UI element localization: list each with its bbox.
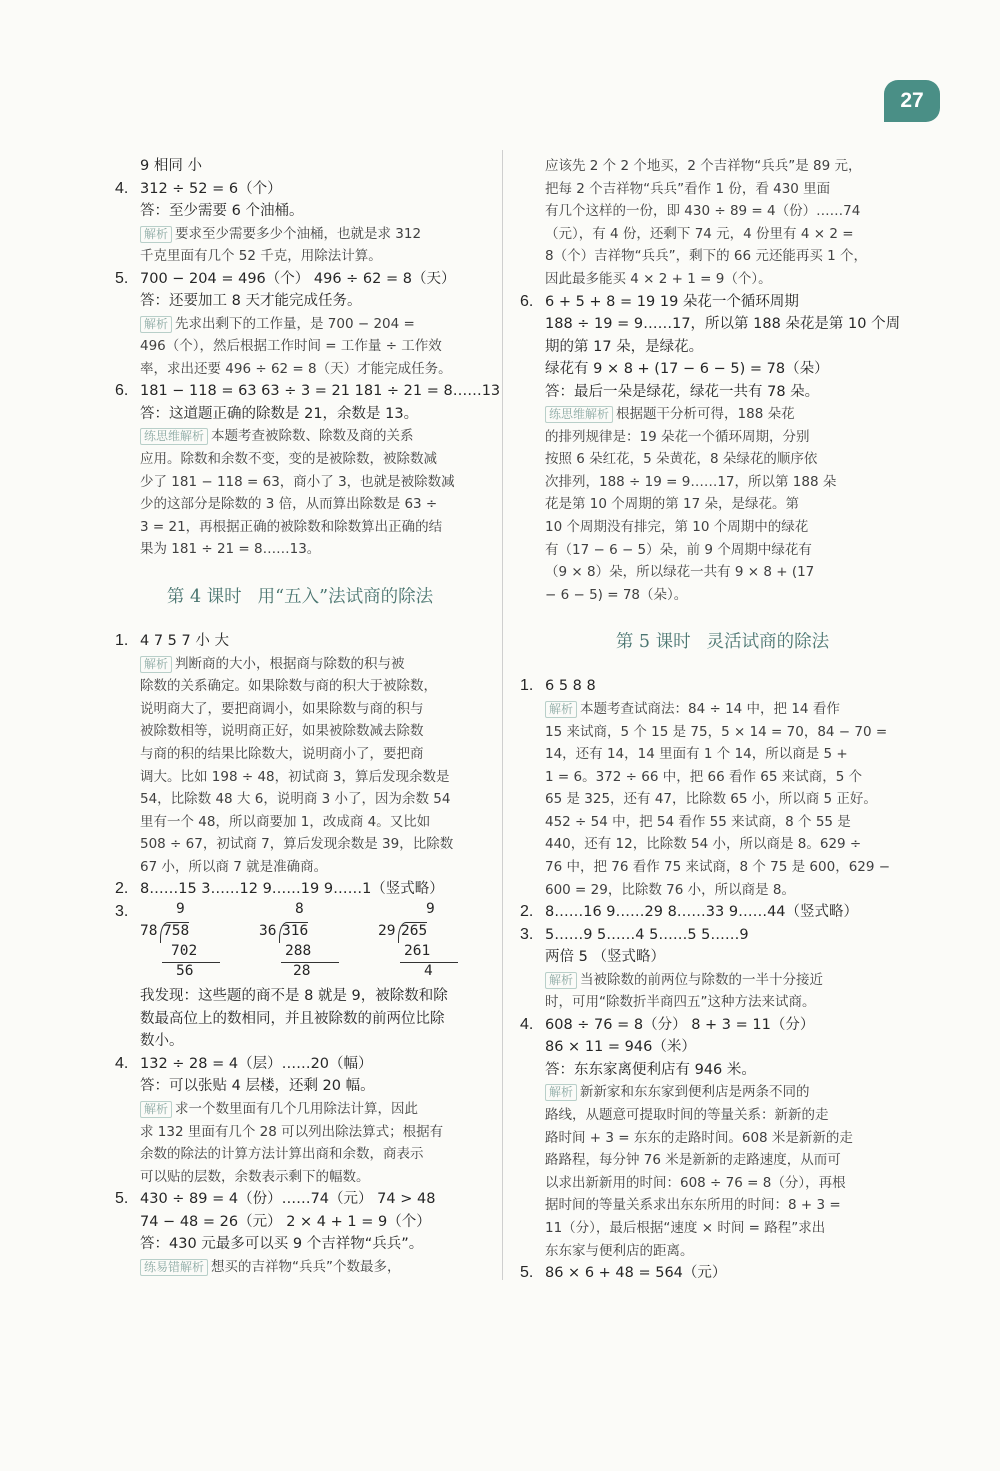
answer-line: 430 ÷ 89 = 4（份）……74（元） 74 > 48 [140, 1191, 436, 1208]
question-5-continued [520, 155, 925, 291]
analysis-line: 被除数相等，说明商正好，如果被除数减去除数 [140, 723, 424, 740]
division-quotient: 9 [176, 901, 185, 918]
analysis-line: 时，可用“除数折半商四五”这种方法来试商。 [545, 994, 816, 1011]
answer-line: 6 + 5 + 8 = 19 19 朵花一个循环周期 [545, 293, 799, 310]
analysis-line: 果为 181 ÷ 21 = 8……13。 [140, 541, 321, 558]
analysis-line: 里有一个 48，所以商要加 1，改成商 4。又比如 [140, 813, 431, 830]
division-product: 288 [285, 943, 312, 960]
analysis-line: 有几个这样的一份，即 430 ÷ 89 = 4（份）……74 [545, 203, 861, 220]
analysis-line: 花是第 10 个周期的第 17 朵，是绿花。第 [545, 496, 800, 513]
analysis-line: 按照 6 朵红花，5 朵黄花，8 朵绿花的顺序依 [545, 451, 818, 468]
answer-line: 答：最后一朵是绿花，绿花一共有 78 朵。 [545, 383, 820, 400]
analysis-line: 与商的积的结果比除数大，说明商小了，要把商 [140, 745, 424, 762]
long-division-group [115, 901, 485, 981]
analysis-line: 600 = 29，比除数 76 小，所以商是 8。 [545, 881, 795, 898]
analysis-line: 解析 先求出剩下的工作量，是 700 − 204 = [115, 313, 485, 336]
analysis-line: 76 中，把 76 看作 75 来试商，8 个 75 是 600，629 − [545, 859, 891, 876]
lesson4-question-2 [115, 878, 485, 901]
analysis-line: 除数的关系确定。如果除数与商的积大于被除数， [140, 678, 437, 695]
analysis-line: 路线，从题意可提取时间的等量关系：新新的走 [545, 1107, 829, 1124]
division-divisor: 29 [378, 923, 396, 940]
analysis-line: 路时间 + 3 = 东东的走路时间。608 米是新新的走 [545, 1129, 853, 1146]
question-number: 2. [520, 903, 534, 921]
division-remainder: 4 [424, 963, 433, 980]
question-number: 2. [115, 880, 129, 898]
analysis-line: 440，还有 12，比除数 54 小，所以商是 8。629 ÷ [545, 836, 862, 853]
question-number: 5. [520, 1264, 534, 1282]
answer-line: 绿花有 9 × 8 + (17 − 6 − 5) = 78（朵） [545, 361, 829, 378]
analysis-line: 有（17 − 6 − 5）朵，前 9 个周期中绿花有 [545, 541, 812, 558]
answer-line: 608 ÷ 76 = 8（分） 8 + 3 = 11（分） [545, 1016, 815, 1033]
analysis-line: 东东家与便利店的距离。 [545, 1242, 694, 1259]
question-6 [115, 380, 501, 561]
question-number: 6. [115, 382, 129, 400]
question-number: 4. [520, 1015, 534, 1033]
analysis-tag: 解析 [140, 656, 172, 673]
division-dividend: 265 [398, 922, 427, 943]
answer-line: 5……9 5……4 5……5 5……9 [545, 926, 749, 943]
analysis-line: 解析 当被除数的前两位与除数的一半十分接近 [520, 969, 925, 992]
right-question-6 [520, 291, 925, 607]
analysis-line: 54，比除数 48 大 6，说明商 3 小了，因为余数 54 [140, 791, 451, 808]
answer-line: 期的第 17 朵，是绿花。 [545, 338, 704, 355]
analysis-line: 11（分），最后根据“速度 × 时间 = 路程”求出 [545, 1220, 826, 1236]
analysis-line: 率，求出还要 496 ÷ 62 = 8（天）才能完成任务。 [140, 360, 452, 377]
division-divisor: 36 [259, 923, 277, 940]
lesson4-question-1 [115, 630, 485, 878]
analysis-line: 把每 2 个吉祥物“兵兵”看作 1 份，看 430 里面 [545, 180, 831, 197]
question-number: 1. [520, 677, 534, 695]
answer-line: 74 − 48 = 26（元） 2 × 4 + 1 = 9（个） [140, 1213, 431, 1230]
analysis-line: 求 132 里面有几个 28 可以列出除法算式；根据有 [140, 1123, 444, 1140]
question-5 [115, 268, 485, 381]
lesson4-question-5 [115, 1188, 485, 1278]
long-division [259, 901, 366, 981]
answer-line: 9 相同 小 [140, 158, 202, 174]
answer-line: 86 × 11 = 946（米） [545, 1039, 696, 1056]
finding-line: 数小。 [140, 1033, 184, 1050]
lesson5-question-4 [520, 1014, 925, 1262]
analysis-line: 508 ÷ 67，初试商 7，算后发现余数是 39，比除数 [140, 836, 454, 853]
lesson5-question-5 [520, 1262, 925, 1285]
analysis-line: 3 = 21，再根据正确的被除数和除数算出正确的结 [140, 518, 443, 535]
analysis-line: 少的这部分是除数的 3 倍，从而算出除数是 63 ÷ [140, 496, 438, 513]
analysis-line: 应用。除数和余数不变，变的是被除数，被除数减 [140, 451, 437, 468]
finding-line: 我发现：这些题的商不是 8 就是 9，被除数和除 [140, 988, 448, 1005]
question-number: 6. [520, 292, 534, 310]
analysis-tag: 解析 [140, 1101, 172, 1118]
analysis-tag: 解析 [545, 1084, 577, 1101]
long-division [140, 901, 247, 981]
analysis-line: （元），有 4 份，还剩下 74 元，4 份里有 4 × 2 = [545, 225, 854, 242]
section-heading-lesson-5: 第 5 课时 灵活试商的除法 [615, 632, 830, 653]
analysis-line: 67 小，所以商 7 就是准确商。 [140, 858, 328, 875]
answer-line: 312 ÷ 52 = 6（个） [140, 180, 282, 197]
analysis-tag: 解析 [545, 701, 577, 718]
answer-line: 181 − 118 = 63 63 ÷ 3 = 21 181 ÷ 21 = 8……13 [140, 383, 501, 400]
answer-line: 答：至少需要 6 个油桶。 [140, 203, 304, 219]
answer-line: 答：可以张贴 4 层楼，还剩 20 幅。 [140, 1078, 375, 1095]
division-dividend: 316 [279, 922, 308, 943]
analysis-line: 路路程，每分钟 76 米是新新的走路速度，从而可 [545, 1152, 841, 1169]
analysis-line: 千克里面有几个 52 千克，用除法计算。 [140, 248, 382, 265]
analysis-line: 解析 本题考查试商法：84 ÷ 14 中，把 14 看作 [520, 698, 925, 721]
lesson4-question-4 [115, 1053, 485, 1188]
question-number: 4. [115, 1054, 129, 1072]
lesson4-question-3 [115, 901, 485, 1053]
question-number: 3. [520, 925, 534, 943]
analysis-line: 65 是 325，还有 47，比除数 65 小，所以商 5 正好。 [545, 791, 877, 808]
lesson5-question-1 [520, 675, 925, 901]
analysis-line: 练思维解析 根据题干分析可得，188 朵花 [520, 403, 925, 426]
answer-line: 答：这道题正确的除数是 21，余数是 13。 [140, 405, 419, 422]
analysis-line: 余数的除法的计算方法计算出商和余数，商表示 [140, 1146, 424, 1163]
analysis-tag: 练思维解析 [140, 428, 208, 445]
division-product: 261 [404, 943, 431, 960]
right-column [520, 155, 925, 1285]
answer-line: 188 ÷ 19 = 9……17，所以第 188 朵花是第 10 个周 [545, 316, 901, 333]
division-remainder: 56 [176, 963, 194, 980]
left-column [115, 155, 501, 1278]
analysis-line: 10 个周期没有排完，第 10 个周期中的绿花 [545, 519, 809, 536]
column-divider [502, 150, 503, 1280]
analysis-line: 的排列规律是：19 朵花一个循环周期，分别 [545, 428, 810, 445]
analysis-line: − 6 − 5) = 78（朵）。 [545, 586, 688, 603]
analysis-line: 据时间的等量关系求出东东所用的时间：8 + 3 = [545, 1197, 841, 1214]
division-divisor: 78 [140, 923, 158, 940]
analysis-line: 练易错解析 想买的吉祥物“兵兵”个数最多， [115, 1256, 485, 1279]
finding-line: 数最高位上的数相同，并且被除数的前两位比除 [140, 1010, 445, 1027]
answer-line: 86 × 6 + 48 = 564（元） [545, 1265, 727, 1282]
analysis-line: 以求出新新用的时间：608 ÷ 76 = 8（分），再根 [545, 1174, 846, 1191]
analysis-line: （9 × 8）朵，所以绿花一共有 9 × 8 + (17 [545, 564, 815, 581]
answer-line: 8……16 9……29 8……33 9……44（竖式略） [545, 904, 859, 921]
analysis-tag: 解析 [140, 226, 172, 243]
long-division [378, 901, 485, 981]
question-4 [115, 178, 485, 268]
analysis-line: 可以贴的层数，余数表示剩下的幅数。 [140, 1168, 370, 1185]
question-number: 5. [115, 269, 129, 287]
section-heading-lesson-4: 第 4 课时 用“五入”法试商的除法 [166, 587, 434, 608]
analysis-line: 练思维解析 本题考查被除数、除数及商的关系 [115, 425, 485, 448]
analysis-line: 少了 181 − 118 = 63，商小了 3，也就是被除数减 [140, 473, 455, 490]
analysis-line: 解析 新新家和东东家到便利店是两条不同的 [520, 1081, 925, 1104]
question-number: 5. [115, 1190, 129, 1208]
analysis-line: 15 来试商，5 个 15 是 75，5 × 14 = 70，84 − 70 = [545, 723, 888, 740]
answer-line: 132 ÷ 28 = 4（层）……20（幅） [140, 1055, 373, 1072]
page-number-badge: 27 [884, 80, 940, 122]
analysis-line: 8（个）吉祥物“兵兵”，剩下的 66 元还能再买 1 个， [545, 248, 868, 265]
division-remainder: 28 [293, 963, 311, 980]
analysis-line: 解析 要求至少需要多少个油桶，也就是求 312 [115, 223, 485, 246]
division-quotient: 9 [426, 901, 435, 918]
analysis-line: 应该先 2 个 2 个地买，2 个吉祥物“兵兵”是 89 元， [545, 158, 862, 174]
division-quotient: 8 [295, 901, 304, 918]
analysis-tag: 练易错解析 [140, 1259, 208, 1276]
analysis-line: 调大。比如 198 ÷ 48，初试商 3，算后发现余数是 [140, 768, 450, 785]
analysis-line: 次排列，188 ÷ 19 = 9……17，所以第 188 朵 [545, 473, 837, 490]
answer-line: 700 − 204 = 496（个） 496 ÷ 62 = 8（天） [140, 270, 456, 287]
analysis-tag: 解析 [545, 972, 577, 989]
analysis-line: 解析 判断商的大小，根据商与除数的积与被 [115, 653, 485, 676]
answer-line: 答：还要加工 8 天才能完成任务。 [140, 293, 362, 310]
analysis-line: 496（个），然后根据工作时间 = 工作量 ÷ 工作效 [140, 338, 442, 355]
analysis-line: 1 = 6。372 ÷ 66 中，把 66 看作 65 来试商，5 个 [545, 768, 863, 785]
answer-line: 8……15 3……12 9……19 9……1（竖式略） [140, 881, 444, 898]
division-product: 702 [171, 943, 198, 960]
question-number: 4. [115, 179, 129, 197]
question-number: 3. [115, 902, 129, 920]
analysis-line: 解析 求一个数里面有几个几用除法计算，因此 [115, 1098, 485, 1121]
lesson5-question-3 [520, 924, 925, 1014]
analysis-line: 14，还有 14，14 里面有 1 个 14，所以商是 5 + [545, 746, 848, 763]
question-number: 1. [115, 632, 129, 650]
answer-line: 6 5 8 8 [545, 678, 596, 695]
analysis-tag: 练思维解析 [545, 406, 613, 423]
answer-line: 答：东东家离便利店有 946 米。 [545, 1061, 756, 1078]
analysis-line: 因此最多能买 4 × 2 + 1 = 9（个）。 [545, 270, 772, 287]
analysis-line: 452 ÷ 54 中，把 54 看作 55 来试商，8 个 55 是 [545, 813, 851, 830]
lesson5-question-2 [520, 901, 925, 924]
analysis-line: 说明商大了，要把商调小，如果除数与商的积与 [140, 700, 424, 717]
analysis-tag: 解析 [140, 316, 172, 333]
answer-line: 答：430 元最多可以买 9 个吉祥物“兵兵”。 [140, 1236, 424, 1253]
answer-line: 4 7 5 7 小 大 [140, 633, 229, 650]
division-dividend: 758 [160, 922, 189, 943]
answer-line: 两倍 5 （竖式略） [545, 949, 665, 966]
